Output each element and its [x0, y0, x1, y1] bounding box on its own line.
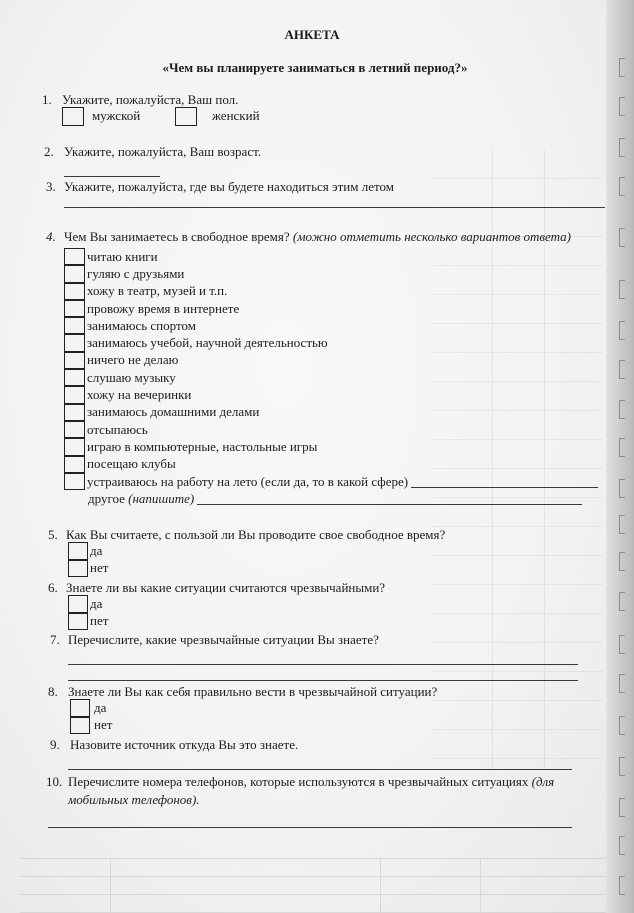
- option-label: занимаюсь домашними делами: [87, 404, 260, 420]
- checkbox: [64, 334, 85, 351]
- option-no-label: нет: [90, 560, 109, 576]
- other-option-label: другое: [88, 491, 125, 506]
- question-7-number: 7.: [50, 632, 60, 647]
- list-item: [64, 317, 598, 334]
- list-item: [64, 404, 598, 421]
- question-1-number: 1.: [42, 92, 52, 107]
- checkbox: [64, 456, 85, 473]
- option-no-label: нет: [94, 717, 113, 733]
- question-5-text: Как Вы считаете, с пользой ли Вы проводите свое свободное время?: [66, 527, 446, 542]
- checkbox: [64, 352, 85, 369]
- other-option-row: [88, 491, 582, 507]
- checkbox: [64, 404, 85, 421]
- checkbox-female: [175, 107, 197, 126]
- leisure-options-list: [64, 248, 598, 490]
- checkbox-yes: [68, 595, 88, 613]
- list-item: [64, 334, 598, 351]
- question-4-text: [64, 229, 571, 245]
- option-female-label: женский: [212, 108, 260, 123]
- binding-ring: [619, 228, 625, 247]
- question-8-options: [70, 699, 112, 734]
- document-subtitle: «Чем вы планируете заниматься в летний период?»: [162, 60, 468, 75]
- question-4-main: Чем Вы занимаетесь в свободное время?: [64, 229, 290, 244]
- binding-ring: [619, 876, 625, 895]
- checkbox: [64, 317, 85, 334]
- question-1-text: Укажите, пожалуйста, Ваш пол.: [62, 92, 239, 107]
- question-10-main: Перечислите номера телефонов, которые используются в чрезвычайных ситуациях: [68, 774, 529, 789]
- binding-ring: [619, 798, 625, 817]
- checkbox: [64, 421, 85, 438]
- list-item: [64, 456, 598, 473]
- binding-ring: [619, 592, 625, 611]
- option-label: хожу на вечеринки: [87, 387, 192, 403]
- binding-ring: [619, 552, 625, 571]
- question-6-number: 6.: [48, 580, 58, 595]
- question-2-number: 2.: [44, 144, 54, 159]
- checkbox: [64, 300, 85, 317]
- checkbox-no: [68, 613, 88, 631]
- binding-ring: [619, 321, 625, 340]
- checkbox-yes: [68, 542, 88, 560]
- option-label: гуляю с друзьями: [87, 265, 185, 281]
- question-6-text: Знаете ли вы какие ситуации считаются чрезвычайными?: [66, 580, 386, 595]
- checkbox: [64, 283, 85, 300]
- question-2-text: Укажите, пожалуйста, Ваш возраст.: [64, 144, 262, 159]
- checkbox-yes: [70, 699, 90, 717]
- option-label: провожу время в интернете: [87, 300, 240, 316]
- question-3-number: 3.: [46, 179, 56, 194]
- question-3-text: Укажите, пожалуйста, где вы будете находиться этим летом: [64, 179, 394, 194]
- option-label: ничего не делаю: [87, 352, 179, 368]
- option-label: читаю книги: [87, 248, 158, 264]
- option-no-label: пет: [90, 613, 109, 629]
- option-label: играю в компьютерные, настольные игры: [87, 438, 318, 454]
- list-item: [64, 283, 598, 300]
- list-item: [64, 352, 598, 369]
- answer-line-age: [64, 176, 160, 177]
- checkbox: [64, 473, 85, 490]
- checkbox-no: [68, 560, 88, 578]
- binding-ring: [619, 674, 625, 693]
- binding-ring: [619, 515, 625, 534]
- checkbox: [64, 248, 85, 265]
- option-yes-label: да: [90, 542, 103, 558]
- list-item: [68, 613, 108, 631]
- question-6-options: [68, 595, 108, 630]
- binding-ring: [619, 360, 625, 379]
- binding-ring: [619, 635, 625, 654]
- binding-ring: [619, 400, 625, 419]
- other-option-note: (напишите): [128, 491, 195, 506]
- binding-ring: [619, 97, 625, 116]
- question-9-number: 9.: [50, 737, 60, 752]
- answer-line-emergencies-1: [68, 664, 578, 665]
- question-7-text: Перечислите, какие чрезвычайные ситуации Вы знаете?: [68, 632, 379, 647]
- option-label: хожу в театр, музей и т.п.: [87, 283, 228, 299]
- checkbox: [64, 438, 85, 455]
- document-title: АНКЕТА: [284, 27, 340, 42]
- list-item: [64, 386, 598, 403]
- option-label: посещаю клубы: [87, 456, 176, 472]
- list-item: [64, 300, 598, 317]
- list-item: [64, 421, 598, 438]
- binding-ring: [619, 479, 625, 498]
- list-item: [64, 369, 598, 386]
- question-9-text: Назовите источник откуда Вы это знаете.: [70, 737, 299, 752]
- list-item: [64, 438, 598, 455]
- binding-ring: [619, 836, 625, 855]
- answer-line-phones: [48, 827, 572, 828]
- option-label: отсыпаюсь: [87, 421, 148, 437]
- answer-line-source: [68, 769, 572, 770]
- question-8-number: 8.: [48, 684, 58, 699]
- option-male-label: мужской: [92, 108, 141, 123]
- list-item: [68, 595, 108, 613]
- answer-line-other: [197, 493, 582, 505]
- question-4-number: 4.: [46, 229, 56, 244]
- checkbox: [64, 369, 85, 386]
- question-5-options: [68, 542, 108, 577]
- answer-line-work-sphere: [411, 476, 598, 488]
- binding-ring: [619, 757, 625, 776]
- list-item: [68, 542, 108, 560]
- list-item: [70, 699, 112, 717]
- checkbox-no: [70, 717, 90, 735]
- option-yes-label: да: [94, 699, 107, 715]
- list-item: [64, 248, 598, 265]
- checkbox: [64, 386, 85, 403]
- binding-ring: [619, 438, 625, 457]
- question-4-note: (можно отметить несколько вариантов ответа): [292, 229, 572, 244]
- checkbox-male: [62, 107, 84, 126]
- answer-line-emergencies-2: [68, 680, 578, 681]
- checkbox: [64, 265, 85, 282]
- question-8-text: Знаете ли Вы как себя правильно вести в чрезвычайной ситуации?: [68, 684, 438, 699]
- question-10-note: (для мобильных телефонов).: [68, 774, 555, 807]
- list-item: [64, 265, 598, 282]
- bleed-through-grid: [20, 858, 608, 913]
- binding-ring: [619, 716, 625, 735]
- option-label: слушаю музыку: [87, 369, 176, 385]
- question-5-number: 5.: [48, 527, 58, 542]
- list-item: [70, 717, 112, 735]
- option-label: занимаюсь спортом: [87, 317, 196, 333]
- binding-ring: [619, 138, 625, 157]
- binding-ring: [619, 177, 625, 196]
- answer-line-location: [64, 207, 605, 208]
- question-10-text: [68, 773, 584, 809]
- list-item: [68, 560, 108, 578]
- binding-ring: [619, 280, 625, 299]
- option-yes-label: да: [90, 595, 103, 611]
- list-item: [64, 473, 598, 490]
- option-label: устраиваюсь на работу на лето (если да, то в какой сфере): [87, 473, 409, 489]
- question-10-number: 10.: [46, 774, 63, 789]
- option-label: занимаюсь учебой, научной деятельностью: [87, 335, 328, 351]
